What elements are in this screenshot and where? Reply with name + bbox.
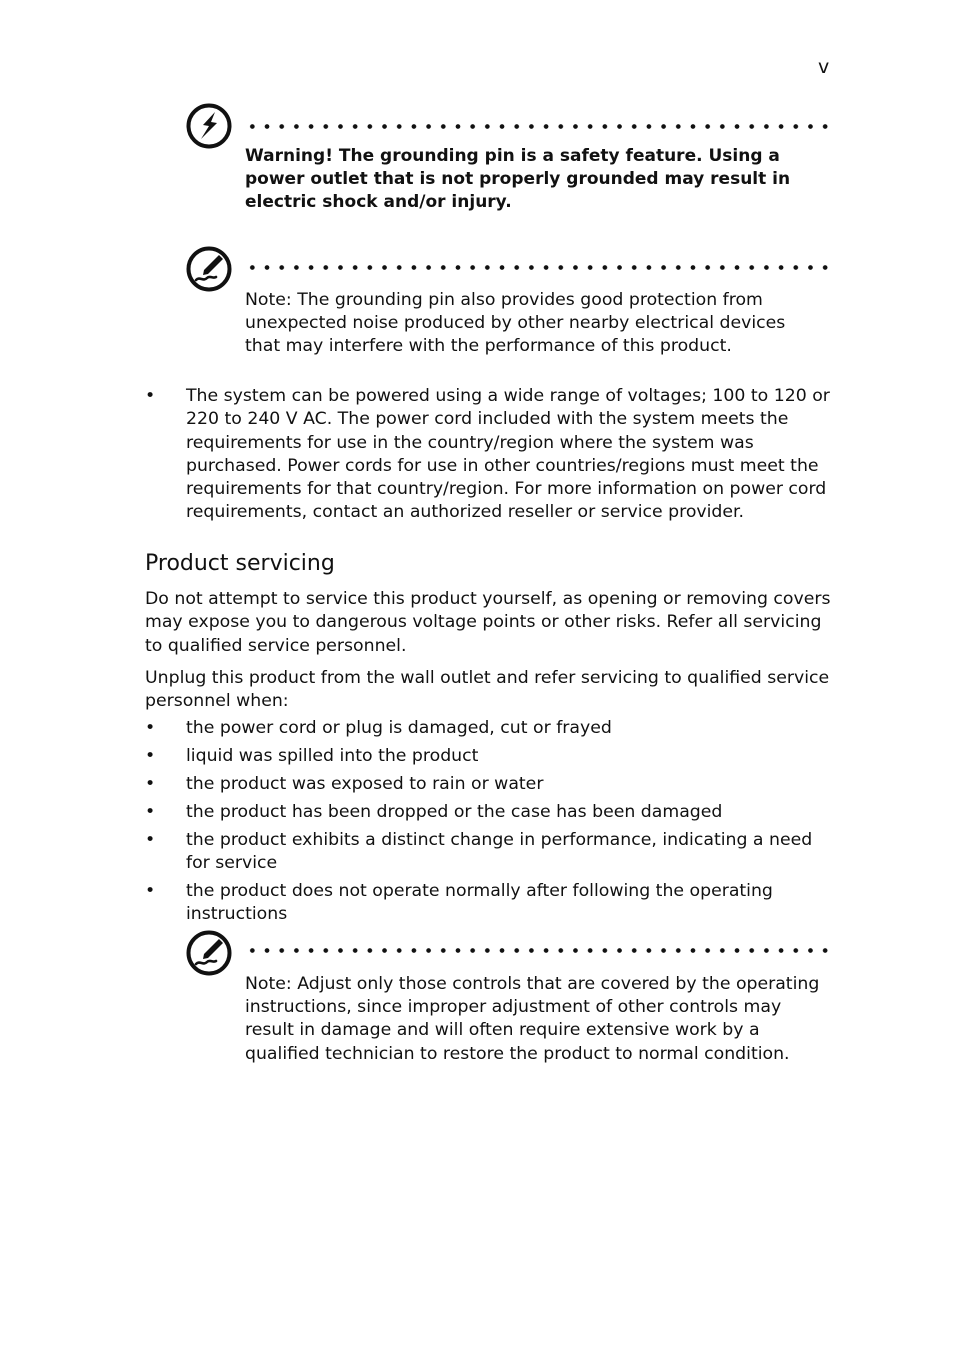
list-item: [145, 829, 835, 876]
pencil-note-icon: [186, 246, 232, 292]
bullet-icon: •: [145, 745, 156, 766]
note-label: Note:: [245, 974, 292, 994]
paragraph: Unplug this product from the wall outlet and refer servicing to qualified service personnel when:: [145, 668, 830, 712]
list-item-text: the product was exposed to rain or water: [186, 773, 544, 794]
voltage-bullet-list: [145, 385, 835, 525]
lightning-warning-icon: [186, 103, 232, 149]
warning-text: Warning! The grounding pin is a safety feature. Using a power outlet that is not properly grounded may result in electric shock and/or injury.: [245, 146, 791, 213]
page-number: v: [818, 56, 830, 78]
bullet-icon: •: [145, 829, 156, 850]
servicing-conditions-list: [145, 717, 835, 931]
dotted-divider: [245, 265, 830, 270]
note-text: [245, 973, 822, 1066]
dotted-divider: [245, 948, 830, 953]
paragraph: Do not attempt to service this product yourself, as opening or removing covers may expose you to dangerous voltage points or other risks. Refer all servicing to qualified service personnel.: [145, 589, 831, 656]
bullet-icon: •: [145, 386, 156, 406]
bullet-icon: •: [145, 880, 156, 901]
pencil-note-icon: [186, 930, 232, 976]
list-item: [145, 773, 835, 796]
bullet-icon: •: [145, 773, 156, 794]
list-item: [145, 801, 835, 824]
list-item: [145, 745, 835, 768]
list-item-text: liquid was spilled into the product: [186, 745, 479, 766]
list-item-text: the product has been dropped or the case has been damaged: [186, 801, 723, 822]
note-body: Adjust only those controls that are covered by the operating instructions, since improper adjustment of other controls may result in damage and will often require extensive work by a qualified technician to restore the product to normal condition.: [245, 974, 820, 1064]
bullet-icon: •: [145, 718, 156, 738]
note-body: The grounding pin also provides good protection from unexpected noise produced by other nearby electrical devices that may interfere with the performance of this product.: [245, 290, 786, 357]
list-item-text: the product exhibits a distinct change in performance, indicating a need for service: [186, 829, 813, 873]
bullet-icon: •: [145, 801, 156, 822]
list-item: [145, 880, 835, 927]
list-item: [145, 717, 835, 740]
list-item-text: The system can be powered using a wide range of voltages; 100 to 120 or 220 to 240 V AC. The power cord included with the system meets the requirements for use in the country/region where the system was purchased. Power cords for use in other countries/regions must meet the requirements for that country/region. For more information on power cord requirements, contact an authorized reseller or service provider.: [186, 386, 830, 523]
list-item: [145, 385, 835, 525]
note-text: [245, 289, 822, 359]
list-item-text: the power cord or plug is damaged, cut or frayed: [186, 718, 612, 738]
list-item-text: the product does not operate normally after following the operating instructions: [186, 880, 773, 925]
section-heading: Product servicing: [145, 551, 335, 576]
note-label: Note:: [245, 290, 292, 310]
dotted-divider: [245, 124, 830, 129]
